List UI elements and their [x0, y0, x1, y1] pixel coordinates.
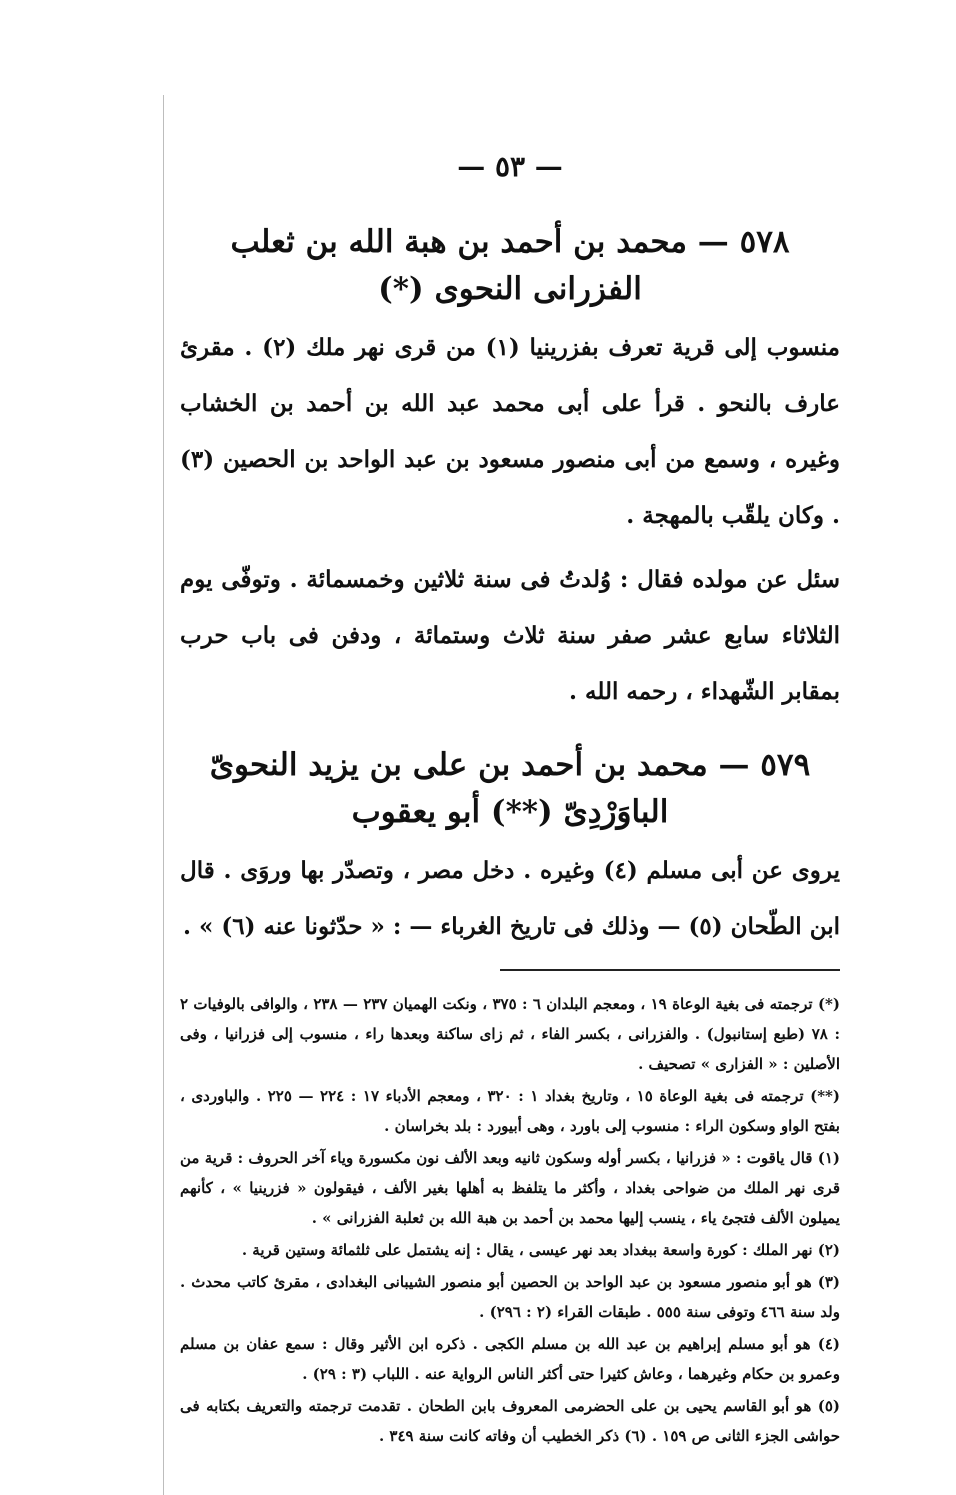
footnote-1: (١) قال ياقوت : « فزرانيا ، بكسر أوله وسكون ثانيه وبعد الألف نون مكسورة وياء آخر الحروف : قرية من قرى نهر الملك من ضواحى بغداد ، وأكثر ما يتلفظ به أهلها بغير الألف ، فيقولون « فزرينيا » ، كأنهم يميلون الألف فتجئ ياء ، ينسب إليها محمد بن أحمد بن هبة الله بن ثعلبة الفزرانى » .: [180, 1149, 840, 1227]
footnote-5-6: (٥) هو أبو القاسم يحيى بن على الحضرمى المعروف بابن الطحان . تقدمت ترجمته والتعريف بكتابه فى حواشى الجزء الثانى ص ١٥٩ . (٦) ذكر الخطيب أن وفاته كانت سنة ٣٤٩ .: [180, 1397, 840, 1445]
footnote-4: (٤) هو أبو مسلم إبراهيم بن عبد الله بن مسلم الكجى . ذكره ابن الأثير وقال : سمع عفان بن مسلم وعمرو بن حكام وغيرهما ، وعاش كثيرا حتى أكثر الناس الرواية عنه . اللباب (٣ : ٢٩) .: [180, 1335, 840, 1383]
book-page: [180, 150, 840, 1453]
entry-578-title: ٥٧٨ — محمد بن أحمد بن هبة الله بن ثعلب الفزرانى النحوى (*): [230, 224, 790, 307]
entry-578-paragraph-1: منسوب إلى قرية تعرف بفزرينيا (١) من قرى نهر ملك (٢) . مقرئ عارف بالنحو . قرأ على أبى محمد عبد الله بن أحمد بن الخشاب وغيره ، وسمع من أبى منصور مسعود بن عبد الواحد بن الحصين (٣) . وكان يلقّب بالمهجة .: [180, 334, 841, 529]
footnote-separator: [500, 969, 840, 971]
entry-579-heading: [180, 742, 840, 835]
entry-579-paragraph: يروى عن أبى مسلم (٤) وغيره . دخل مصر ، وتصدّر بها وروَى . قال ابن الطّحان (٥) — وذلك فى تاريخ الغرباء — : « حدّثونا عنه (٦) » .: [180, 857, 840, 940]
footnote-3: (٣) هو أبو منصور مسعود بن عبد الواحد بن الحصين أبو منصور الشيبانى البغدادى ، مقرئ كاتب محدث . ولد سنة ٤٦٦ وتوفى سنة ٥٥٥ . طبقات القراء (٢ : ٢٩٦) .: [180, 1273, 840, 1321]
entry-579-title: ٥٧٩ — محمد بن أحمد بن على بن يزيد النحوىّ: [209, 747, 811, 783]
footnote-2: (٢) نهر الملك : كورة واسعة ببغداد بعد نهر عيسى ، يقال : إنه يشتمل على ثلثمائة وستين قرية .: [241, 1241, 840, 1259]
page-binding-line: [163, 95, 164, 1495]
footnotes: [180, 989, 840, 1451]
footnote-star-2: (**) ترجمته فى بغية الوعاة ١٥ ، وتاريخ بغداد ١ : ٣٢٠ ، ومعجم الأدباء ١٧ : ٢٢٤ — ٢٢٥ . والباوردى ، بفتح الواو وسكون الراء : منسوب إلى باورد ، وهى أبيورد : بلد بخراسان .: [180, 1087, 841, 1135]
entry-579-subtitle: الباوَرْدِىّ (**) أبو يعقوب: [351, 793, 669, 830]
footnote-star-1: (*) ترجمته فى بغية الوعاة ١٩ ، ومعجم البلدان ٦ : ٣٧٥ ، ونكت الهميان ٢٣٧ — ٢٣٨ ، والوافى بالوفيات ٢ : ٧٨ (طبع إستانبول) . والفزرانى ، بكسر الفاء ، ثم زاى ساكنة وبعدها راء ، منسوب إلى فزرانيا ، وفى الأصلين : « الفزارى » تصحيف .: [180, 995, 840, 1073]
page-number: — ٥٣ —: [457, 150, 563, 183]
entry-578-paragraph-2: سئل عن مولده فقال : وُلدتُ فى سنة ثلاثين وخمسمائة . وتوفّى يوم الثلاثاء سابع عشر صفر سنة ثلاث وستمائة ، ودفن فى باب حرب بمقابر الشّهداء ، رحمه الله .: [180, 566, 840, 705]
